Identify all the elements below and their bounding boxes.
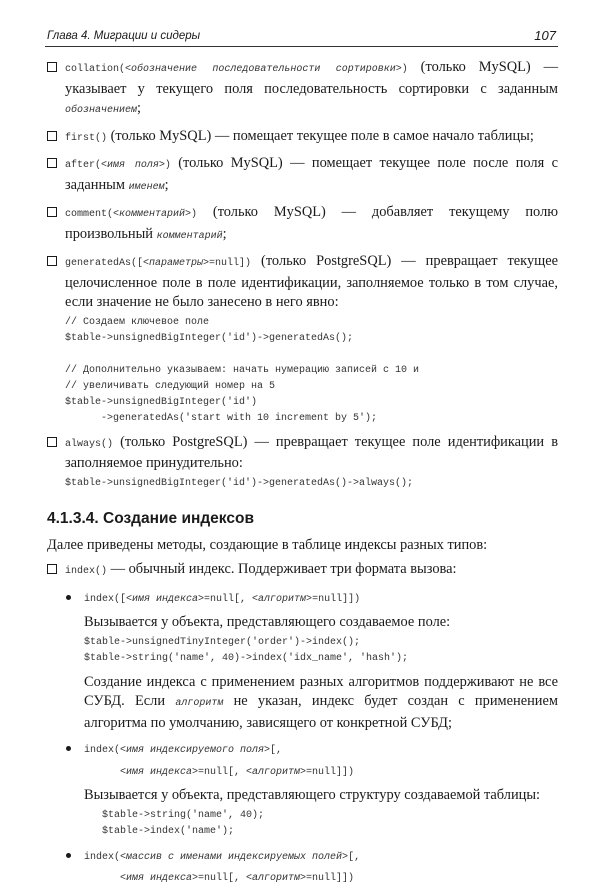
list-item-comment <box>47 203 558 246</box>
code-block: $table->string('name', 40); $table->index('name'); <box>102 809 265 837</box>
code-text: [, <box>348 851 361 863</box>
item-tail: ; <box>137 100 142 116</box>
bullet-dot-icon <box>66 853 71 858</box>
code-text: =null[, <box>198 766 247 778</box>
bullet-note <box>84 673 558 734</box>
code-text: after( <box>65 160 102 171</box>
note-text: не указан, индекс будет создан с применением алгоритма по умолчанию, зависящего от конкретной СУБД; <box>84 693 559 731</box>
code-text: [, <box>270 745 283 756</box>
bullet-dot-icon <box>66 595 71 600</box>
bullet-item-3 <box>47 846 558 889</box>
item-tail: ; <box>164 176 169 193</box>
code-block: $table->unsignedBigInteger('id')->generatedAs()->always(); <box>65 477 414 489</box>
checkbox-bullet-icon <box>47 62 57 72</box>
code-text: =null]]) <box>306 766 355 778</box>
chapter-title: Глава 4. Миграции и сидеры <box>47 30 201 42</box>
code-text: =null[, <box>204 593 253 605</box>
code-text: =null[, <box>198 873 247 884</box>
section-intro: Далее приведены методы, создающие в таблице индексы разных типов: <box>47 536 488 553</box>
item-tail: ; <box>222 225 227 242</box>
item-text: (только PostgreSQL) — превращает текущее целочисленное поле в поле идентификации, заполняемое только в том случае, если значение не было занесено в него явно: <box>65 253 558 310</box>
list-item-collation <box>47 58 558 121</box>
item-text: — обычный индекс. Поддерживает три формата вызова: <box>107 561 457 577</box>
list-item-generatedAs <box>47 252 558 427</box>
code-arg: комментарий <box>156 230 223 242</box>
item-text: (только MySQL) — указывает у текущего поля последовательность сортировки с заданным <box>65 59 559 97</box>
checkbox-bullet-icon <box>47 158 57 168</box>
code-arg: <обозначение последовательности сортировки> <box>125 64 402 75</box>
code-text: ) <box>401 64 408 75</box>
code-arg: <алгоритм> <box>246 873 307 884</box>
list-item-first <box>47 127 558 149</box>
note-text: Создание индекса с применением разных алгоритмов поддерживают не все СУБД. Если <box>84 673 558 709</box>
checkbox-bullet-icon <box>47 256 57 266</box>
page-header <box>45 26 558 47</box>
bullet-dot-icon <box>66 746 71 751</box>
code-arg: <алгоритм> <box>252 593 313 605</box>
code-arg: <имя индекса> <box>120 766 199 778</box>
item-text: (только MySQL) — добавляет текущему полю произвольный <box>65 204 558 242</box>
code-text: index([ <box>84 593 127 605</box>
code-text: =null]) <box>209 258 252 269</box>
code-text: =null]]) <box>306 873 355 884</box>
bullet-desc: Вызывается у объекта, представляющего структуру создаваемой таблицы: <box>84 787 541 803</box>
list-item-index <box>47 560 558 582</box>
page-number: 107 <box>534 28 556 43</box>
sig-line-2 <box>84 762 354 778</box>
list-item-after <box>47 154 558 197</box>
item-text: (только PostgreSQL) — превращает текущее поле идентификации в заполняемое принудительно: <box>65 433 558 471</box>
item-text: (только MySQL) — помещает текущее поле в самое начало таблицы; <box>107 127 534 144</box>
code-arg: <имя индекса> <box>120 873 199 884</box>
code-arg: <комментарий> <box>113 209 192 220</box>
list-item-always <box>47 433 558 492</box>
code-block: // Создаем ключевое поле $table->unsignedBigInteger('id')->generatedAs(); // Дополнительно указываем: начать нумерацию записей с 10 и // увеличивать следующий номер на 5 $table->unsignedBigInteger('id') ->generatedAs('start with 10 increment by 5'); <box>65 316 420 424</box>
bullet-item-1-body <box>47 613 558 733</box>
checkbox-bullet-icon <box>47 207 57 217</box>
code-arg: <параметры> <box>143 258 210 269</box>
page-content <box>47 58 558 893</box>
code-text: generatedAs([ <box>65 258 144 269</box>
checkbox-bullet-icon <box>47 131 57 141</box>
code-arg: именем <box>128 181 165 193</box>
code-text: index( <box>84 851 121 863</box>
code-text: index() <box>65 566 108 577</box>
bullet-desc: Вызывается у объекта, представляющего создаваемое поле: <box>84 614 451 630</box>
code-text: ) <box>191 209 198 220</box>
code-arg: алгоритм <box>175 698 224 709</box>
code-arg: обозначением <box>65 105 138 116</box>
code-arg: <имя поля> <box>101 160 165 171</box>
code-text: always() <box>65 438 114 450</box>
code-text: comment( <box>65 209 114 220</box>
code-text: ) <box>164 160 171 171</box>
code-text: index( <box>84 745 121 756</box>
bullet-item-1 <box>47 588 558 610</box>
checkbox-bullet-icon <box>47 564 57 574</box>
code-arg: <имя индексируемого поля> <box>120 745 271 756</box>
code-arg: <массив с именами индексируемых полей> <box>120 851 349 863</box>
code-arg: <имя индекса> <box>126 593 205 605</box>
code-text: collation( <box>65 64 126 75</box>
code-text: first() <box>65 132 108 144</box>
code-block: $table->unsignedTinyInteger('order')->index(); $table->string('name', 40)->index('idx_name', 'hash'); <box>84 636 409 664</box>
bullet-item-2 <box>47 739 558 782</box>
code-arg: <алгоритм> <box>246 766 307 778</box>
section-heading: 4.1.3.4. Создание индексов <box>47 509 254 527</box>
checkbox-bullet-icon <box>47 437 57 447</box>
bullet-item-2-body <box>47 786 558 840</box>
code-text: =null]]) <box>312 593 361 605</box>
sig-line-2 <box>84 868 354 884</box>
item-text: (только MySQL) — помещает текущее поле после поля с заданным <box>65 155 558 193</box>
